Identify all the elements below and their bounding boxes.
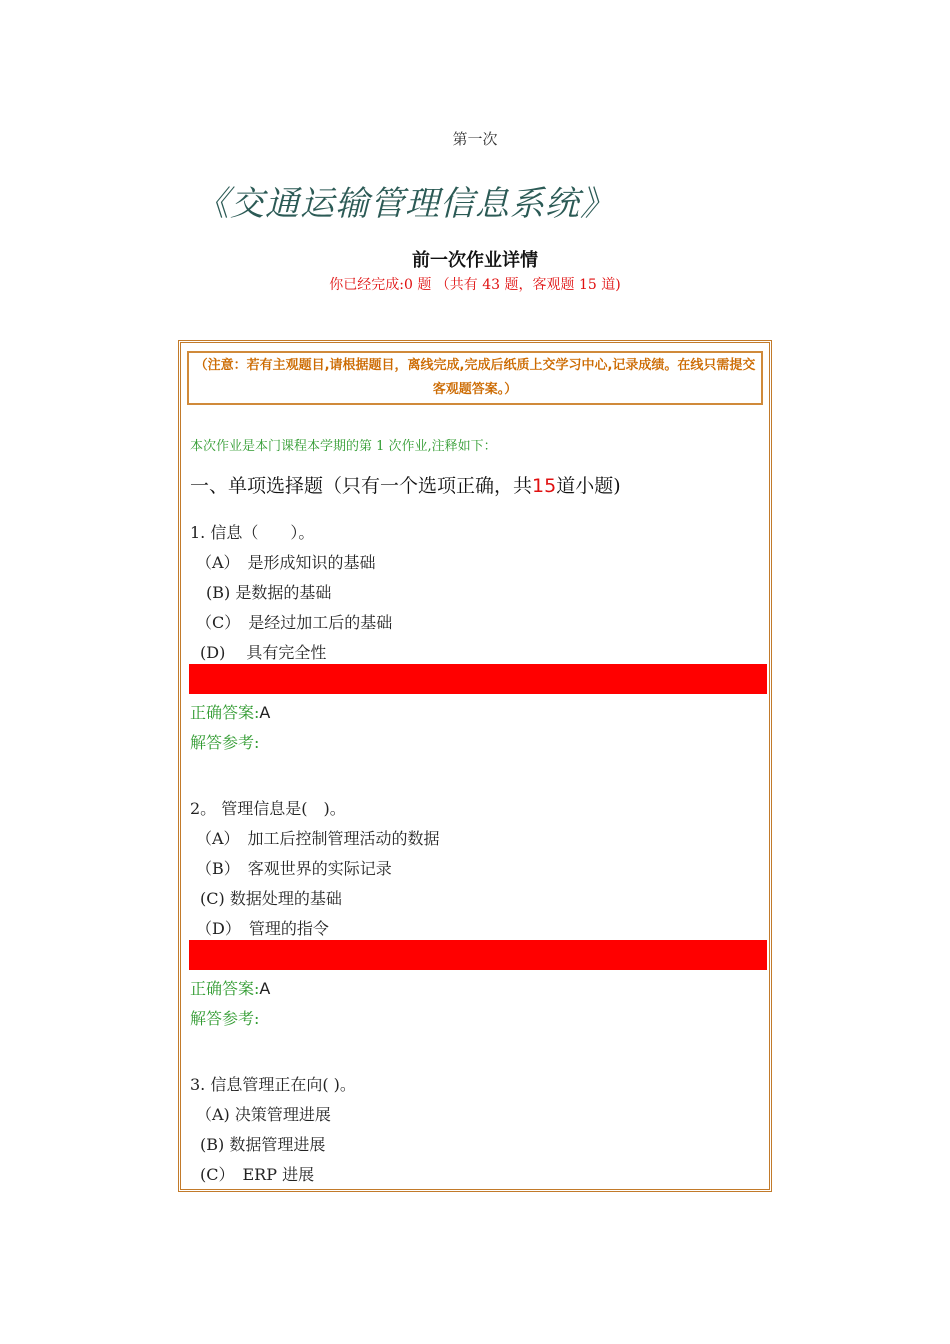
answer-bar xyxy=(189,664,767,694)
notice-box: （注意：若有主观题目,请根据题目，离线完成,完成后纸质上交学习中心,记录成绩。在线只需提交客观题答案。） xyxy=(187,351,763,405)
option-d[interactable]: （D） 管理的指令 xyxy=(196,919,329,938)
option-c[interactable]: (C） ERP 进展 xyxy=(200,1165,315,1184)
option-c[interactable]: （C） 是经过加工后的基础 xyxy=(196,613,393,632)
course-title: 《交通运输管理信息系统》 xyxy=(195,184,615,224)
correct-answer xyxy=(190,700,270,723)
option-a[interactable]: （A） 加工后控制管理活动的数据 xyxy=(196,829,440,848)
option-a[interactable]: （A） 是形成知识的基础 xyxy=(196,553,376,572)
explanation-label: 解答参考: xyxy=(190,733,260,752)
correct-answer xyxy=(190,976,270,999)
correct-answer-value: A xyxy=(259,703,271,722)
session-label: 第一次 xyxy=(452,130,498,148)
question-stem: 2。 管理信息是( )。 xyxy=(190,799,346,818)
answer-bar xyxy=(189,940,767,970)
option-c[interactable]: (C) 数据处理的基础 xyxy=(200,889,342,908)
option-b[interactable]: （B） 客观世界的实际记录 xyxy=(196,859,392,878)
section-title-suffix: 道小题) xyxy=(556,475,621,497)
explanation-label: 解答参考: xyxy=(190,1009,260,1028)
question-stem: 1. 信息（ ）。 xyxy=(190,523,315,542)
option-d[interactable]: (D) 具有完全性 xyxy=(200,643,327,662)
correct-answer-label: 正确答案: xyxy=(190,703,260,722)
option-a[interactable]: （A) 决策管理进展 xyxy=(196,1105,331,1124)
section-title-prefix: 一、单项选择题（只有一个选项正确，共 xyxy=(190,475,533,497)
question-count: 15 xyxy=(532,475,557,497)
section-title xyxy=(190,471,621,498)
correct-answer-value: A xyxy=(259,979,271,998)
page-heading: 前一次作业详情 xyxy=(412,250,538,271)
correct-answer-label: 正确答案: xyxy=(190,979,260,998)
question-stem: 3. 信息管理正在向( )。 xyxy=(190,1075,356,1094)
option-b[interactable]: (B) 是数据的基础 xyxy=(206,583,332,602)
option-b[interactable]: (B) 数据管理进展 xyxy=(200,1135,326,1154)
homework-box xyxy=(178,340,772,1192)
intro-text: 本次作业是本门课程本学期的第 1 次作业,注释如下： xyxy=(190,439,497,454)
progress-text: 你已经完成:0 题 （共有 43 题，客观题 15 道) xyxy=(329,277,621,293)
